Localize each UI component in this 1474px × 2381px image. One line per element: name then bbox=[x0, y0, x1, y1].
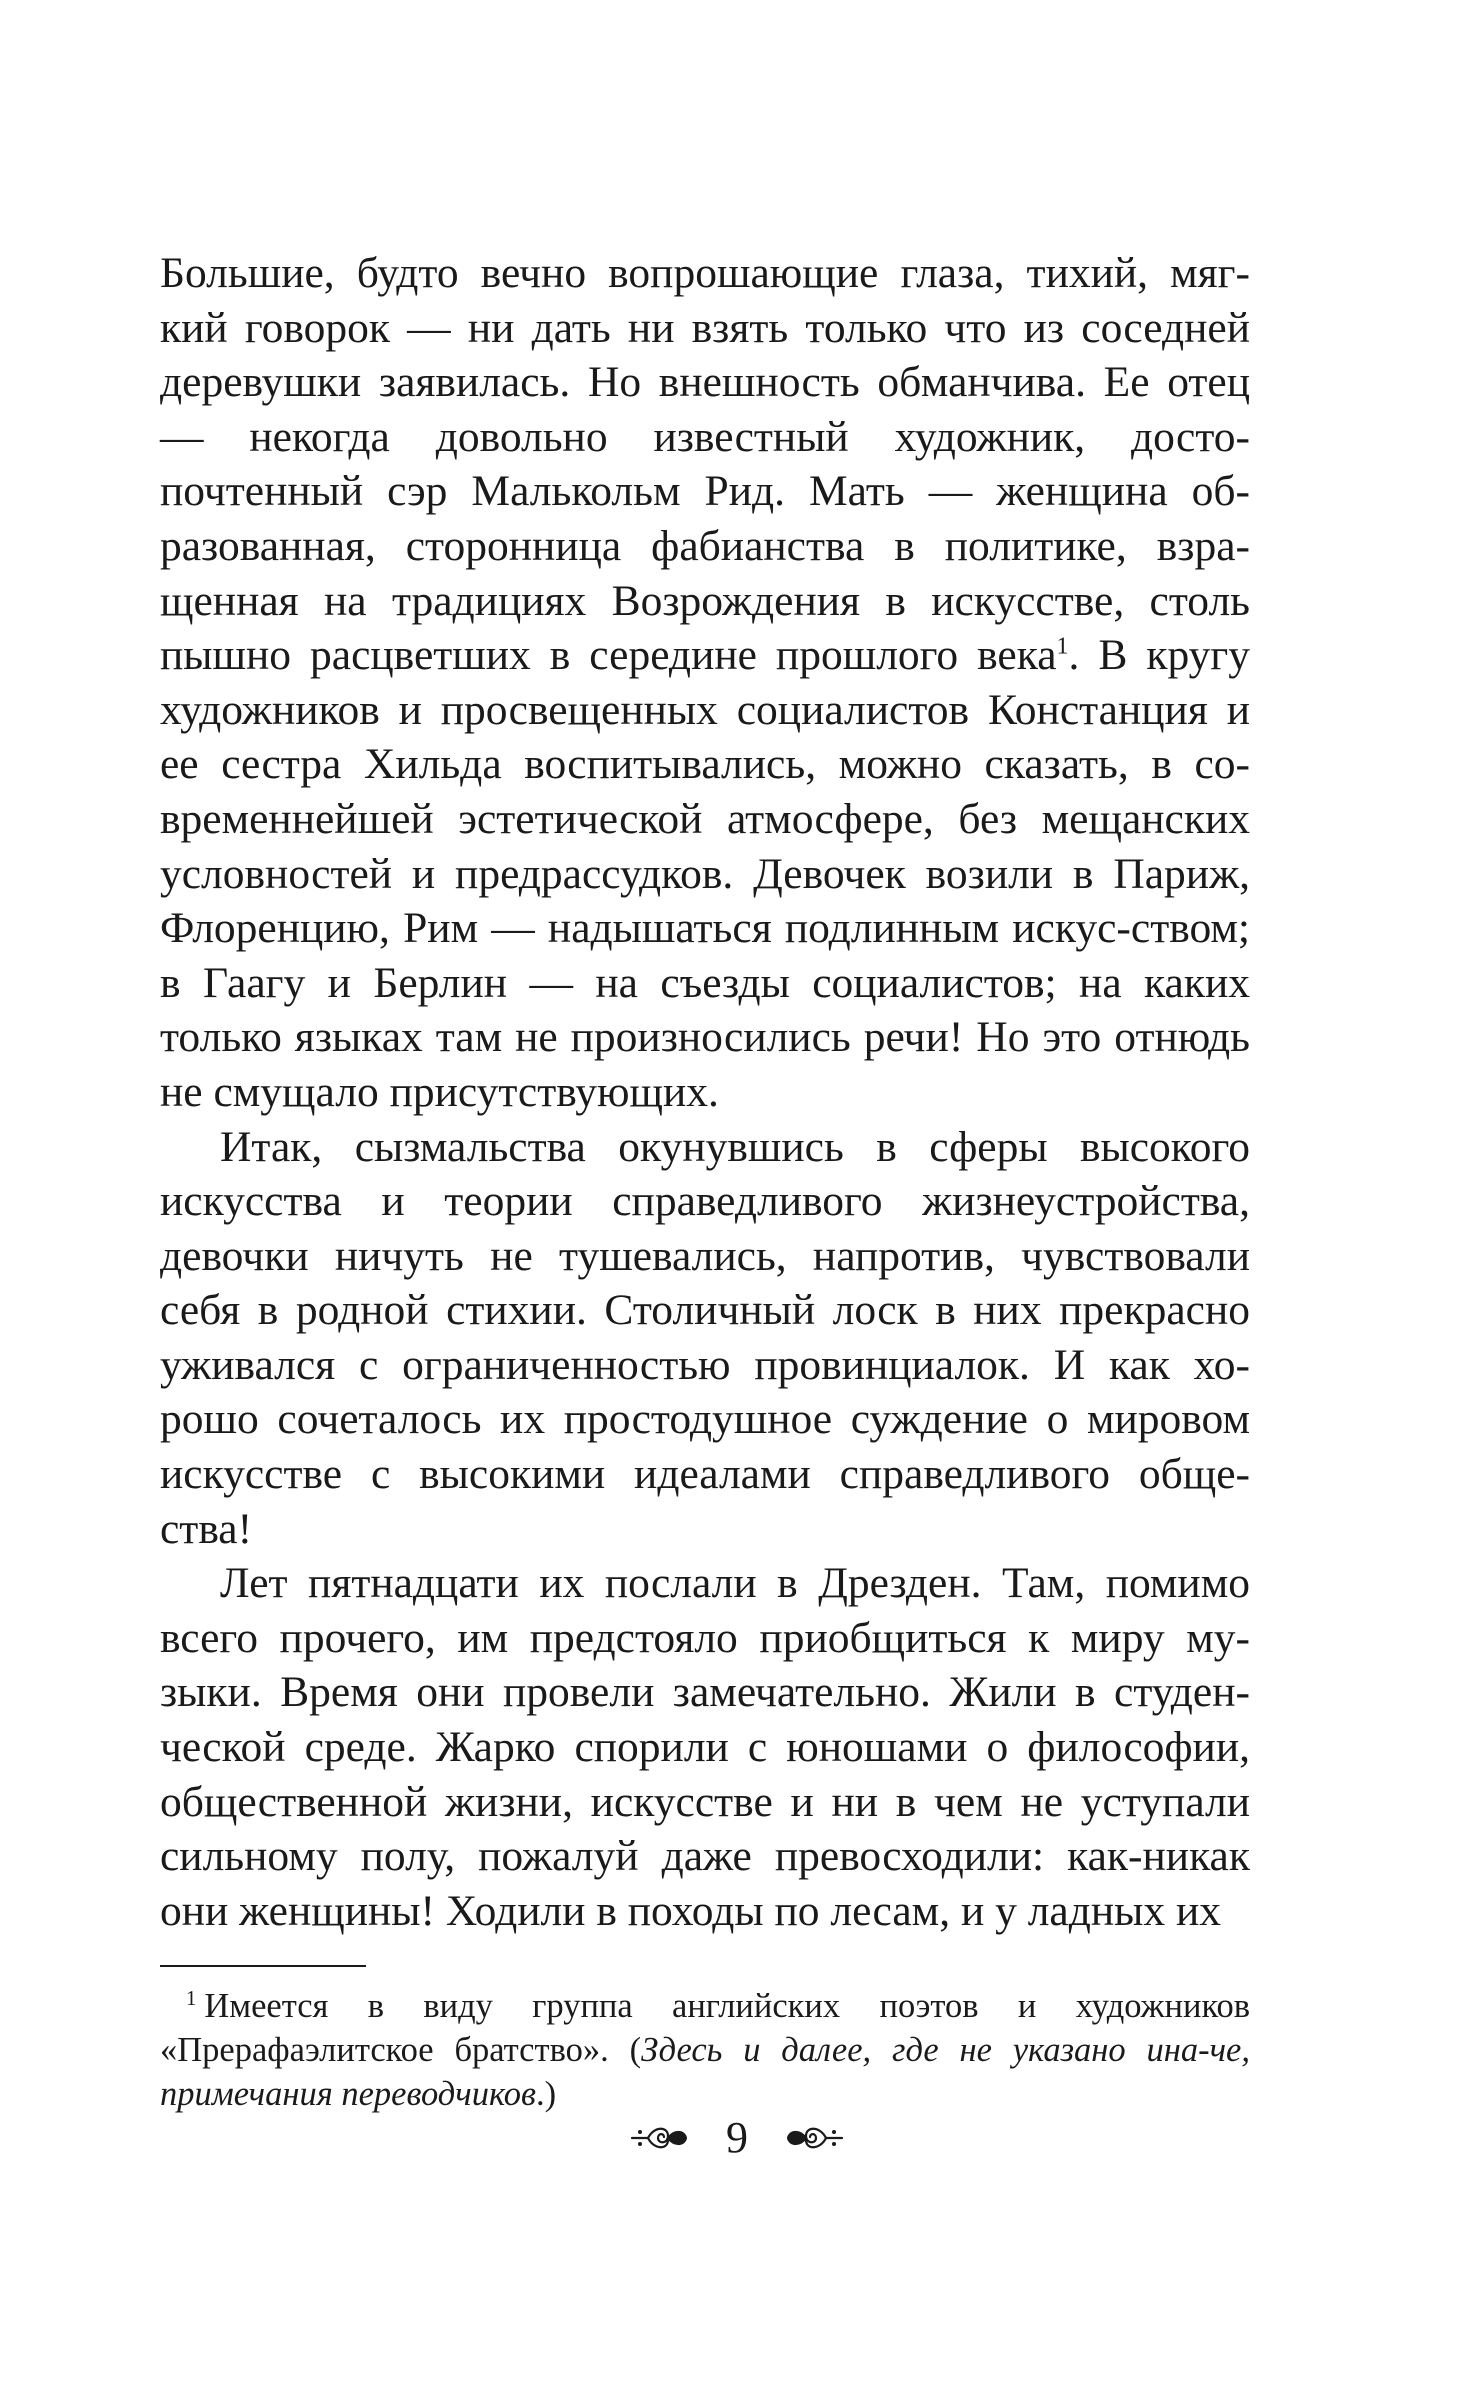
main-text bbox=[160, 246, 1250, 1938]
paragraph-1 bbox=[160, 246, 1250, 1120]
footnote bbox=[160, 1984, 1250, 2116]
paragraph-2: Итак, сызмальства окунувшись в сферы высокого искусства и теории справедливого жизнеустройства, девочки ничуть не тушевались, напротив, чувствовали себя в родной стихии. Столичный лоск в них прекрасно уживался с ограниченностью провинциалок. И как хо-рошо сочеталось их простодушное суждение о мировом искусстве с высокими идеалами справедливого обще-ства! bbox=[160, 1122, 1250, 1553]
fleuron-right-icon bbox=[782, 2118, 846, 2158]
footnote-reference[interactable]: 1 bbox=[1056, 633, 1069, 660]
fleuron-left-icon bbox=[628, 2118, 692, 2158]
footnote-italic: Здесь и далее, где не указано ина-че, примечания переводчиков bbox=[160, 2031, 1250, 2113]
paragraph-3: Лет пятнадцати их послали в Дрезден. Там, помимо всего прочего, им предстояло приобщиться к миру му-зыки. Время они провели замечательно. Жили в студен-ческой среде. Жарко спорили с юношами о философии, общественной жизни, искусстве и ни в чем не уступали сильному полу, пожалуй даже превосходили: как-никак они женщины! Ходили в походы по лесам, и у ладных их bbox=[160, 1559, 1250, 1935]
footnote-tail: .) bbox=[536, 2075, 557, 2113]
page-number: 9 bbox=[726, 2113, 748, 2162]
footnote-text: Имеется в виду группа английских поэтов и художников «Прерафаэлитское братство». ( bbox=[160, 1987, 1250, 2069]
paragraph-1-text: Большие, будто вечно вопрошающие глаза, тихий, мяг-кий говорок — ни дать ни взять только что из соседней деревушки заявилась. Но внешность обманчива. Ее отец — некогда довольно известный художник, досто-почтенный сэр Малькольм Рид. Мать — женщина об-разованная, сторонница фабианства в политике, взра-щенная на традициях Возрождения в искусстве, столь пышно расцветших в середине прошлого века bbox=[160, 249, 1250, 680]
footnote-divider bbox=[160, 1965, 366, 1967]
footnote-mark: 1 bbox=[186, 1987, 197, 2010]
paragraph-1-continuation: . В кругу художников и просвещенных социалистов Констанция и ее сестра Хильда воспитывались, можно сказать, в со-временнейшей эстетической атмосфере, без мещанских условностей и предрассудков. Девочек возили в Париж, Флоренцию, Рим — надышаться подлинным искус-ством; в Гаагу и Берлин — на съезды социалистов; на каких только языках там не произносились речи! Но это отнюдь не смущало присутствующих. bbox=[160, 631, 1250, 1116]
page-footer bbox=[0, 2108, 1474, 2168]
